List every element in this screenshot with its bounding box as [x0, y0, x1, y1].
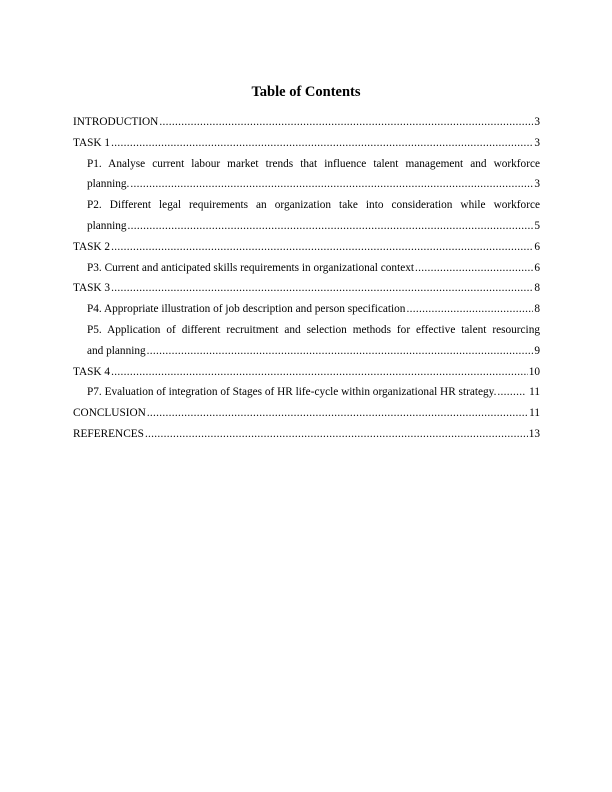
toc-page-number: 6 [534, 261, 540, 274]
toc-title: Table of Contents [251, 84, 361, 100]
toc-entry-conclusion[interactable] [73, 403, 540, 424]
toc-entry-label: TASK 2 [73, 240, 111, 253]
dot-leader [128, 216, 534, 237]
toc-page-number: 11 [529, 407, 540, 420]
toc-entry-label: P4. Appropriate illustration of job description and person specification [87, 303, 406, 316]
toc-entry-label-line2: planning [87, 219, 127, 232]
toc-entry-introduction[interactable] [73, 112, 540, 133]
toc-entry-label-line1: P1. Analyse current labour market trends that influence talent management and workforce [87, 157, 540, 170]
toc-entry-label-line2: planning. [87, 178, 130, 191]
toc-page-number: 3 [534, 178, 540, 191]
toc-entry-label: TASK 3 [73, 282, 111, 295]
toc-page-number: 10 [528, 365, 540, 378]
dot-leader [497, 382, 525, 403]
dot-leader [145, 424, 528, 445]
toc-entry-label: INTRODUCTION [73, 116, 159, 128]
toc-entry-label: CONCLUSION [73, 407, 146, 420]
toc-entry-p1[interactable] [73, 154, 540, 196]
toc-entry-label-line1: P2. Different legal requirements an organization take into consideration while workforce [87, 199, 540, 212]
dot-leader [111, 362, 528, 383]
toc-entry-label: TASK 1 [73, 136, 111, 149]
dot-leader [147, 341, 534, 362]
toc-page-number: 3 [534, 136, 540, 149]
toc-entry-label: TASK 4 [73, 365, 111, 378]
toc-page-number: 11 [526, 386, 540, 399]
toc-entry-p5[interactable] [73, 320, 540, 362]
dot-leader [147, 403, 528, 424]
toc-entry-label-line2: and planning [87, 344, 146, 357]
toc-entry-label: P7. Evaluation of integration of Stages of HR life-cycle within organizational HR strategy. [87, 386, 497, 399]
toc-page-number: 8 [534, 282, 540, 295]
dot-leader [111, 133, 533, 154]
toc-page-number: 5 [534, 219, 540, 232]
dot-leader [111, 237, 533, 258]
dot-leader [415, 258, 533, 279]
toc-entry-label-line1: P5. Application of different recruitment and selection methods for effective talent resourcing [87, 323, 540, 336]
toc-entry-references[interactable] [73, 424, 540, 445]
toc-page-number: 8 [534, 303, 540, 316]
dot-leader [111, 278, 533, 299]
table-of-contents [73, 112, 540, 445]
toc-entry-p7[interactable] [73, 382, 540, 403]
toc-entry-task-2[interactable] [73, 237, 540, 258]
toc-page-number: 13 [528, 427, 540, 440]
toc-entry-p3[interactable] [73, 258, 540, 279]
toc-entry-label: P3. Current and anticipated skills requirements in organizational context [87, 261, 415, 274]
dot-leader [406, 299, 533, 320]
toc-entry-p2[interactable] [73, 195, 540, 237]
toc-page-number: 3 [534, 116, 540, 128]
toc-entry-p4[interactable] [73, 299, 540, 320]
dot-leader [159, 112, 533, 133]
toc-page-number: 9 [534, 344, 540, 357]
toc-page-number: 6 [534, 240, 540, 253]
toc-entry-task-4[interactable] [73, 362, 540, 383]
toc-entry-task-3[interactable] [73, 278, 540, 299]
toc-entry-label: REFERENCES [73, 427, 144, 440]
toc-entry-task-1[interactable] [73, 133, 540, 154]
dot-leader [130, 174, 533, 195]
